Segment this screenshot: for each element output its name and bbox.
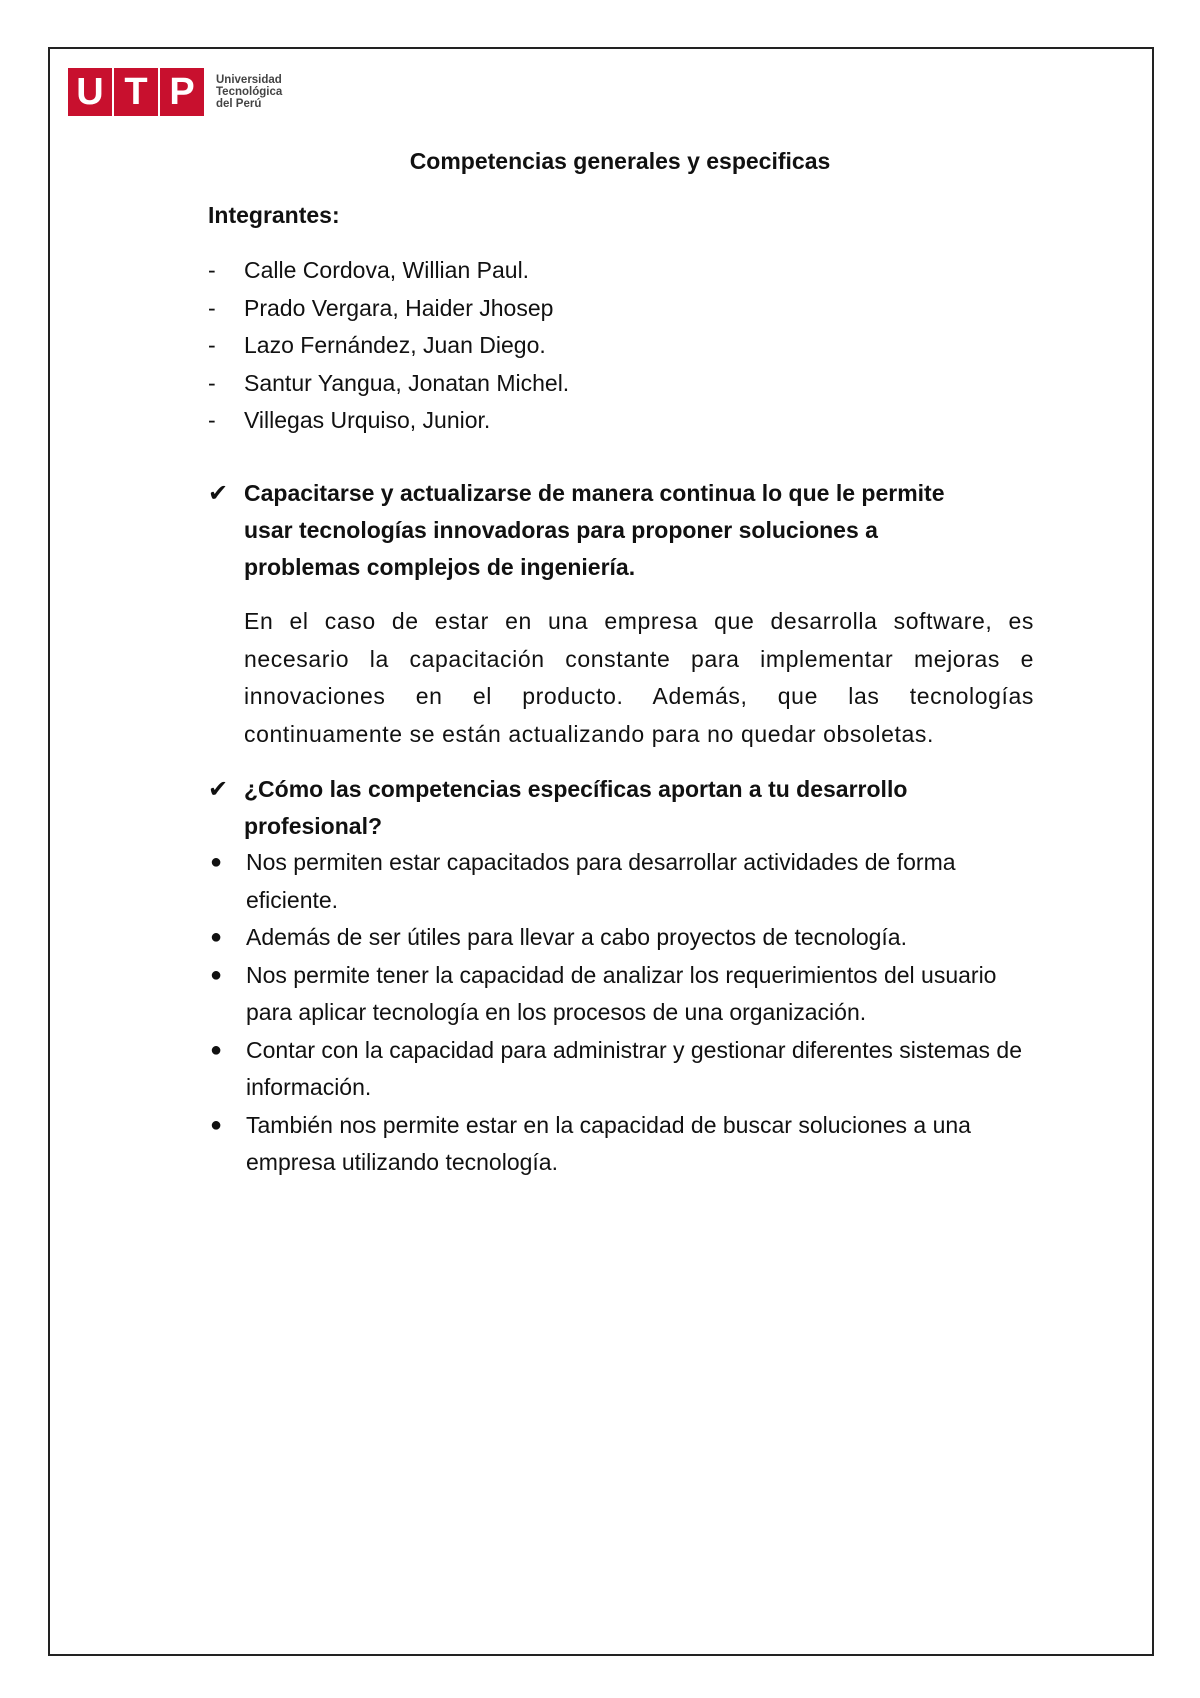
bullet-icon: ● <box>210 963 223 986</box>
member-name: Calle Cordova, Willian Paul. <box>244 257 530 283</box>
section2-bullet-list <box>208 844 1046 1182</box>
bullet-icon: ● <box>210 851 223 873</box>
bullet-text: Contar con la capacidad para administrar y gestionar diferentes sistemas de información. <box>246 1036 1023 1100</box>
bullet-icon: ● <box>210 1038 223 1061</box>
section1-heading: Capacitarse y actualizarse de manera continua lo que le permite usar tecnologías innovadoras para proponer soluciones a problemas complejos de ingeniería. <box>244 480 945 580</box>
members-list <box>208 252 569 440</box>
logo-line-3: del Perú <box>216 98 262 110</box>
member-item <box>208 290 569 328</box>
dash-marker: - <box>208 257 216 283</box>
dash-marker: - <box>208 407 216 433</box>
logo-letter-t: T <box>114 68 158 116</box>
integrantes-label: Integrantes: <box>208 202 340 228</box>
bullet-text: Además de ser útiles para llevar a cabo proyectos de tecnología. <box>246 924 907 950</box>
dash-marker: - <box>208 294 216 321</box>
section2-heading-item <box>208 771 964 845</box>
member-item <box>208 402 569 440</box>
member-name: Prado Vergara, Haider Jhosep <box>244 294 554 321</box>
logo-line-1: Universidad <box>216 74 282 86</box>
bullet-text: Nos permiten estar capacitados para desarrollar actividades de forma eficiente. <box>246 849 956 913</box>
utp-logo <box>68 68 282 116</box>
document-title: Competencias generales y especificas <box>409 148 831 174</box>
logo-letter-u: U <box>68 68 112 116</box>
section1-paragraph: En el caso de estar en una empresa que desarrolla software, es necesario la capacitación constante para implementar mejoras e innovaciones en el producto. Además, que las tecnologías continuamente se están actualizando para no quedar obsoletas. <box>244 608 1034 747</box>
bullet-icon: ● <box>210 1113 223 1136</box>
checkmark-icon: ✔ <box>208 776 229 803</box>
section2-heading: ¿Cómo las competencias específicas aportan a tu desarrollo profesional? <box>244 776 908 839</box>
logo-line-2: Tecnológica <box>216 86 283 98</box>
section1-heading-item <box>208 475 964 586</box>
bullet-item <box>208 957 1046 1032</box>
bullet-icon: ● <box>210 926 223 948</box>
dash-marker: - <box>208 332 216 358</box>
member-name: Santur Yangua, Jonatan Michel. <box>244 369 570 396</box>
bullet-item <box>208 1107 1046 1182</box>
member-name: Lazo Fernández, Juan Diego. <box>244 332 546 358</box>
bullet-item <box>208 919 1046 957</box>
member-item <box>208 365 569 403</box>
bullet-text: Nos permite tener la capacidad de analizar los requerimientos del usuario para aplicar tecnología en los procesos de una organización. <box>246 961 997 1025</box>
member-item <box>208 327 569 365</box>
bullet-item <box>208 844 1046 919</box>
member-item <box>208 252 569 290</box>
bullet-text: También nos permite estar en la capacidad de buscar soluciones a una empresa utilizando tecnología. <box>246 1111 971 1175</box>
member-name: Villegas Urquiso, Junior. <box>244 407 491 433</box>
checkmark-icon: ✔ <box>208 480 229 507</box>
logo-letter-p: P <box>160 68 204 116</box>
bullet-item <box>208 1032 1046 1107</box>
logo-text <box>216 74 282 110</box>
dash-marker: - <box>208 369 216 396</box>
